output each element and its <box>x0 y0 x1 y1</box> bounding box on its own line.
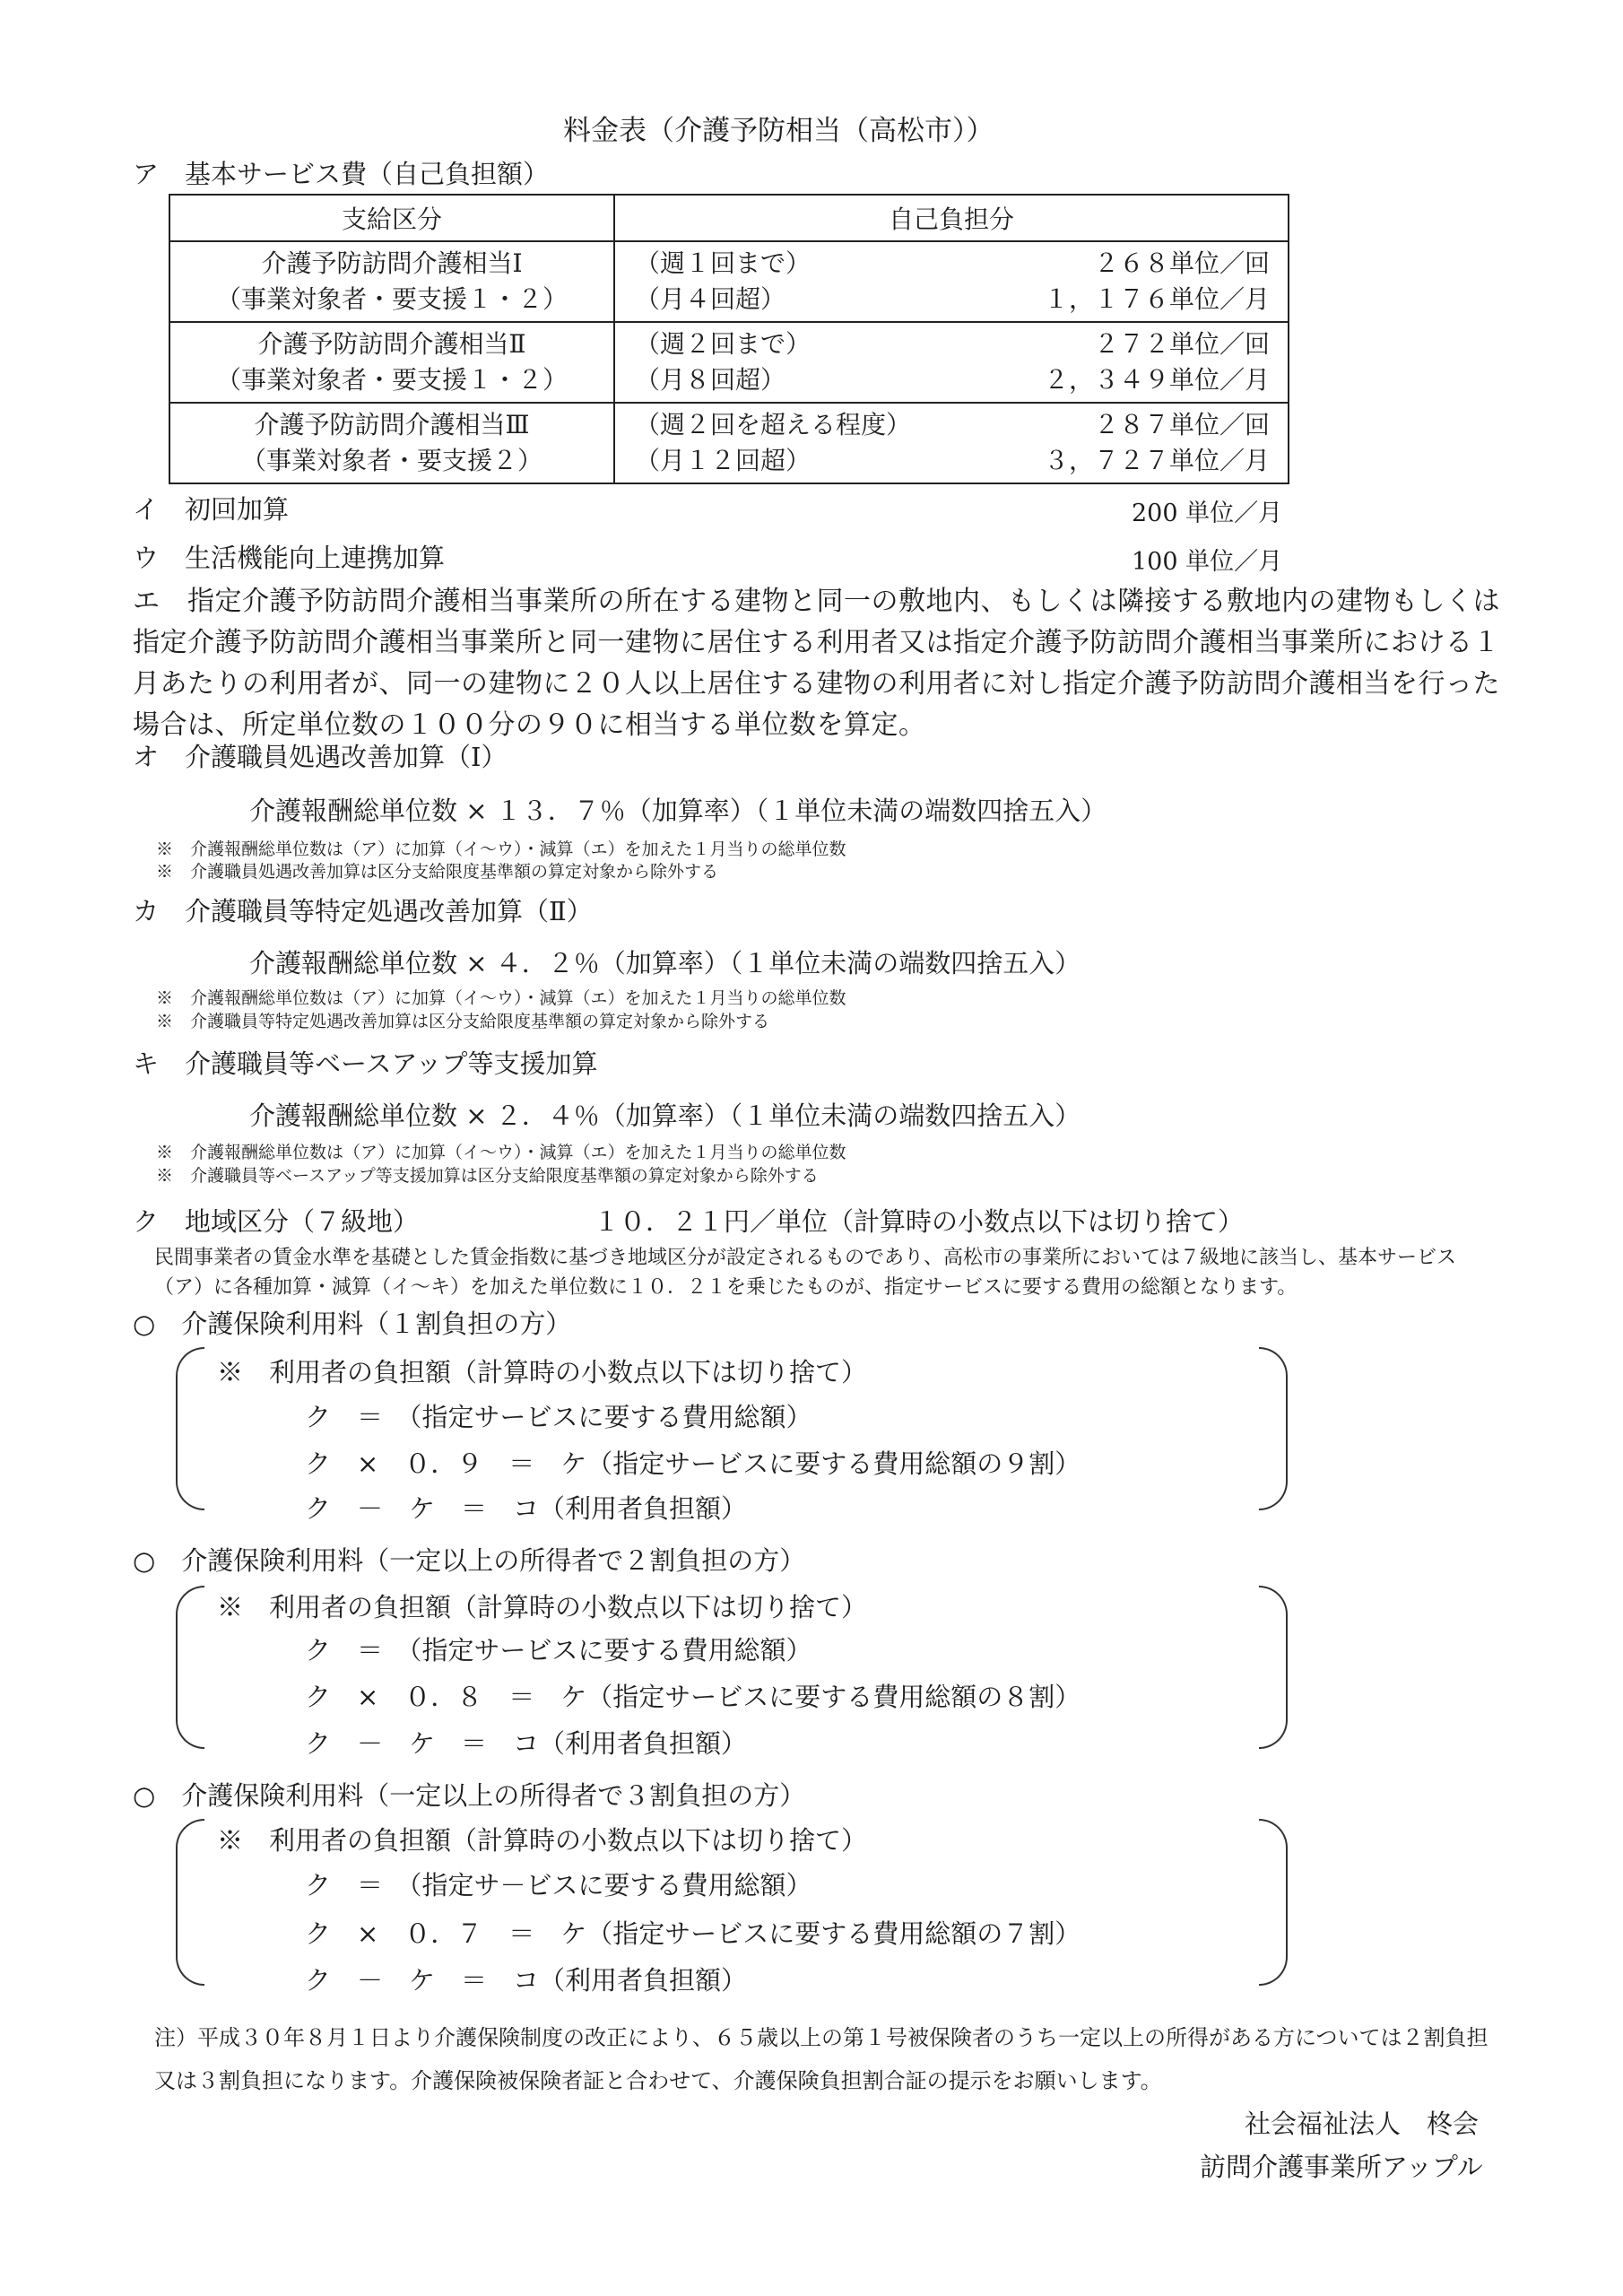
section-ka-formula: 介護報酬総単位数 × ４．２％（加算率）（１単位未満の端数四捨五入） <box>249 948 1081 978</box>
section-u-value: 100 単位／月 <box>1132 548 1283 576</box>
section-ki-note2: ※ 介護職員等ベースアップ等支援加算は区分支給限度基準額の算定対象から除外する <box>156 1166 819 1186</box>
section-ku-desc: 民間事業者の賃金水準を基礎とした賃金指数に基づき地域区分が設定されるものであり、高松市の事業所においては７級地に該当し、基本サービス（ア）に各種加算・減算（イ～キ）を加えた単位数に１０．２１を乗じたものが、指定サービスに要する費用の総額となります。 <box>154 1247 1457 1299</box>
section-ki-note1: ※ 介護報酬総単位数は（ア）に加算（イ～ウ）・減算（エ）を加えた１月当りの総単位数 <box>156 1143 846 1162</box>
section-u-label: ウ 生活機能向上連携加算 <box>133 543 446 573</box>
section-ka-note1: ※ 介護報酬総単位数は（ア）に加算（イ～ウ）・減算（エ）を加えた１月当りの総単位数 <box>156 988 846 1008</box>
bracket-right <box>1259 1586 1288 1749</box>
fee-block-line: ク － ケ ＝ コ（利用者負担額） <box>305 1728 748 1759</box>
frequency: （月４回超） <box>635 284 786 314</box>
unit-value: ２，３４９単位／月 <box>1043 365 1270 395</box>
fee-block-line: ク × ０．８ ＝ ケ（指定サービスに要する費用総額の８割） <box>305 1682 1081 1712</box>
fee-block-line: ※ 利用者の負担額（計算時の小数点以下は切り捨て） <box>217 1592 868 1622</box>
footnote: 注）平成３０年８月１日より介護保険制度の改正により、６５歳以上の第１号被保険者のうち一定以上の所得がある方については２割負担又は３割負担になります。介護保険被保険者証と合わせて、介護保険負担割合証の提示をお願いします。 <box>154 2025 1488 2093</box>
fee-block-heading: ○ 介護保険利用料（一定以上の所得者で３割負担の方） <box>133 1780 806 1811</box>
fee-block-line: ク － ケ ＝ コ（利用者負担額） <box>305 1493 748 1524</box>
section-ku-label: ク 地域区分（７級地） <box>133 1206 420 1237</box>
fee-block-line: ク ＝ （指定サ－ビスに要する費用総額） <box>305 1870 812 1900</box>
unit-value: ２６８単位／回 <box>1093 248 1270 278</box>
section-e-text: エ 指定介護予防訪問介護相当事業所の所在する建物と同一の敷地内、もしくは隣接する敷地内の建物もしくは指定介護予防訪問介護相当事業所と同一建物に居住する利用者又は指定介護予防訪問介護相当事業所における１月あたりの利用者が、同一の建物に２０人以上居住する建物の利用者に対し指定介護予防訪問介護相当を行った場合は、所定単位数の１００分の９０に相当する単位数を算定。 <box>133 586 1500 741</box>
kubun-target: （事業対象者・要支援１・２） <box>215 365 568 395</box>
fee-block-heading: ○ 介護保険利用料（一定以上の所得者で２割負担の方） <box>133 1545 806 1576</box>
bracket-left <box>176 1347 204 1510</box>
office-name: 訪問介護事業所アップル <box>1200 2152 1483 2182</box>
section-a-label: ア 基本サービス費（自己負担額） <box>133 159 550 189</box>
section-ki-label: キ 介護職員等ベースアップ等支援加算 <box>133 1048 598 1079</box>
unit-value: ３，７２７単位／月 <box>1043 446 1270 475</box>
table-row <box>169 403 1289 483</box>
frequency: （月８回超） <box>635 365 786 395</box>
table-row <box>169 322 1289 403</box>
frequency: （月１２回超） <box>635 446 812 475</box>
section-o-note2: ※ 介護職員処遇改善加算は区分支給限度基準額の算定対象から除外する <box>156 862 719 882</box>
unit-value: １，１７６単位／月 <box>1043 284 1270 314</box>
kubun-name: 介護予防訪問介護相当Ⅲ <box>254 410 530 439</box>
section-o-label: オ 介護職員処遇改善加算（Ⅰ） <box>133 742 508 772</box>
kubun-target: （事業対象者・要支援２） <box>240 446 542 475</box>
kubun-name: 介護予防訪問介護相当Ⅱ <box>257 329 526 359</box>
frequency: （週２回を超える程度） <box>635 410 912 439</box>
section-i-label: イ 初回加算 <box>133 494 290 525</box>
fee-block-line: ク × ０．９ ＝ ケ（指定サービスに要する費用総額の９割） <box>305 1448 1081 1479</box>
unit-value: ２８７単位／回 <box>1093 410 1270 439</box>
basic-fee-table <box>169 194 1289 484</box>
page-title: 料金表（介護予防相当（高松市）） <box>563 115 994 147</box>
fee-block-line: ク × ０．７ ＝ ケ（指定サービスに要する費用総額の７割） <box>305 1918 1081 1949</box>
bracket-right <box>1259 1819 1288 1986</box>
unit-value: ２７２単位／回 <box>1093 329 1270 359</box>
section-o-formula: 介護報酬総単位数 × １３．７％（加算率）（１単位未満の端数四捨五入） <box>249 796 1107 826</box>
table-header-kubun: 支給区分 <box>169 195 614 241</box>
fee-block-line: ※ 利用者の負担額（計算時の小数点以下は切り捨て） <box>217 1357 868 1387</box>
bracket-left <box>176 1586 204 1749</box>
bracket-left <box>176 1819 204 1986</box>
kubun-name: 介護予防訪問介護相当Ⅰ <box>261 248 523 278</box>
fee-block-line: ク － ケ ＝ コ（利用者負担額） <box>305 1965 748 1996</box>
organization-name: 社会福祉法人 柊会 <box>1245 2109 1480 2139</box>
table-header-jikofutan: 自己負担分 <box>614 195 1289 241</box>
section-ku-value: １０．２１円／単位（計算時の小数点以下は切り捨て） <box>594 1206 1245 1237</box>
frequency: （週１回まで） <box>635 248 812 278</box>
frequency: （週２回まで） <box>635 329 812 359</box>
fee-block-line: ※ 利用者の負担額（計算時の小数点以下は切り捨て） <box>217 1825 868 1856</box>
section-o-note1: ※ 介護報酬総単位数は（ア）に加算（イ～ウ）・減算（エ）を加えた１月当りの総単位数 <box>156 839 846 859</box>
fee-block-line: ク ＝ （指定サービスに要する費用総額） <box>305 1635 812 1665</box>
fee-block-line: ク ＝ （指定サービスに要する費用総額） <box>305 1402 812 1432</box>
section-ka-label: カ 介護職員等特定処遇改善加算（Ⅱ） <box>133 896 593 926</box>
section-ki-formula: 介護報酬総単位数 × ２．４％（加算率）（１単位未満の端数四捨五入） <box>249 1100 1081 1131</box>
bracket-right <box>1259 1347 1288 1510</box>
fee-block-heading: ○ 介護保険利用料（１割負担の方） <box>133 1309 572 1339</box>
kubun-target: （事業対象者・要支援１・２） <box>215 284 568 314</box>
section-ka-note2: ※ 介護職員等特定処遇改善加算は区分支給限度基準額の算定対象から除外する <box>156 1012 770 1031</box>
section-i-value: 200 単位／月 <box>1132 500 1283 527</box>
table-row <box>169 241 1289 322</box>
